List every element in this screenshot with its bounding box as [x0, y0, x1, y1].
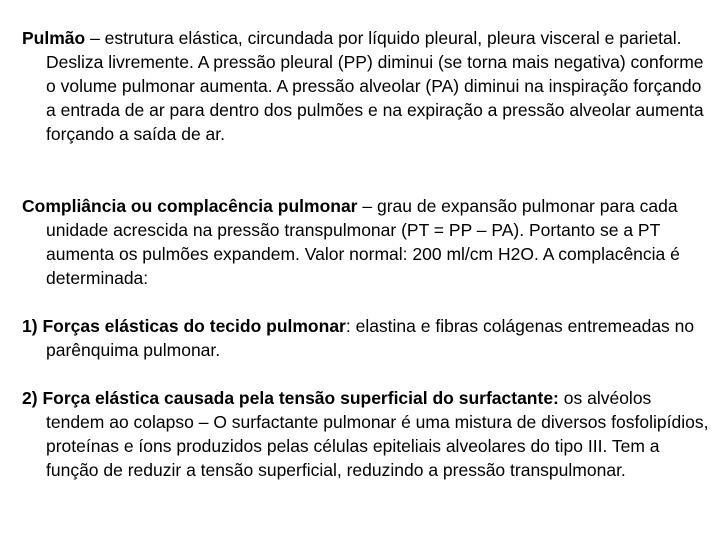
- text-pulmao: – estrutura elástica, circundada por líquido pleural, pleura visceral e parietal. Desliza livremente. A pressão pleural (PP) diminui (se torna mais negativa) conforme o volume pulmonar aumenta. A pressão alveolar (PA) diminui na inspiração forçando a entrada de ar para dentro dos pulmões e na expiração a pressão alveolar aumenta forçando a saída de ar.: [46, 28, 704, 144]
- text-complacencia: – grau de expansão pulmonar para cada unidade acrescida na pressão transpulmonar (PT = PP – PA). Portanto se a PT aumenta os pulmões expandem. Valor normal: 200 ml/cm H2O. A complacência é determinada:: [46, 196, 680, 288]
- paragraph-complacencia: [22, 194, 714, 290]
- term-forcas-elasticas: Forças elásticas do tecido pulmonar: [42, 316, 346, 336]
- list-item-1: [22, 314, 714, 362]
- term-pulmao: Pulmão: [22, 28, 86, 48]
- text-surfactante: os alvéolos tendem ao colapso – O surfactante pulmonar é uma mistura de diversos fosfolipídios, proteínas e íons produzidos pelas células epiteliais alveolares do tipo III. Tem a função de reduzir a tensão superficial, reduzindo a pressão transpulmonar.: [46, 388, 709, 480]
- text-forcas-elasticas: : elastina e fibras colágenas entremeadas no parênquima pulmonar.: [46, 316, 695, 360]
- term-surfactante: Força elástica causada pela tensão superficial do surfactante:: [42, 388, 559, 408]
- paragraph-pulmao: [22, 26, 714, 146]
- list-number-2: 2): [22, 388, 38, 408]
- list-number-1: 1): [22, 316, 38, 336]
- list-item-2: [22, 386, 714, 482]
- term-complacencia: Compliância ou complacência pulmonar: [22, 196, 358, 216]
